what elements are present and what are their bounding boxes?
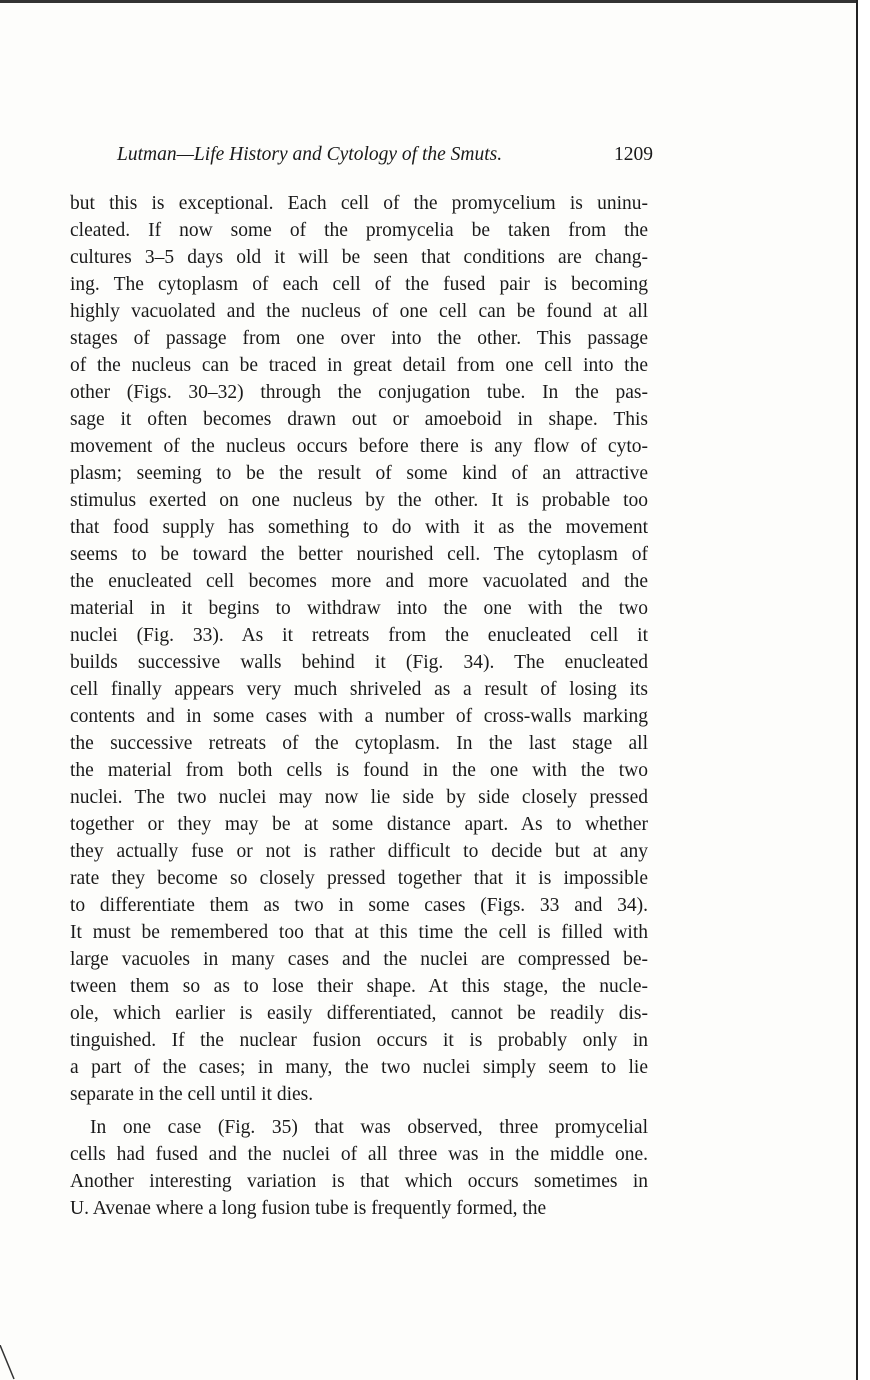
page-corner-mark [0, 1345, 16, 1380]
text-line: tween them so as to lose their shape. At this stage, the nucle- [70, 976, 648, 997]
text-line: cell finally appears very much shriveled as a result of losing its [70, 679, 648, 700]
text-line: plasm; seeming to be the result of some kind of an attractive [70, 463, 648, 484]
text-line: builds successive walls behind it (Fig. 34). The enucleated [70, 652, 648, 673]
text-line: stimulus exerted on one nucleus by the other. It is probable too [70, 490, 648, 511]
paragraph-1 [70, 190, 648, 1108]
text-line: the successive retreats of the cytoplasm. In the last stage all [70, 733, 648, 754]
text-line: ing. The cytoplasm of each cell of the fused pair is becoming [70, 274, 648, 295]
text-line: together or they may be at some distance apart. As to whether [70, 814, 648, 835]
text-line: movement of the nucleus occurs before there is any flow of cyto- [70, 436, 648, 457]
text-line: to differentiate them as two in some cases (Figs. 33 and 34). [70, 895, 648, 916]
text-line: material in it begins to withdraw into the one with the two [70, 598, 648, 619]
text-line: they actually fuse or not is rather difficult to decide but at any [70, 841, 648, 862]
text-line: highly vacuolated and the nucleus of one cell can be found at all [70, 301, 648, 322]
text-line: other (Figs. 30–32) through the conjugation tube. In the pas- [70, 382, 648, 403]
text-line: nuclei (Fig. 33). As it retreats from the enucleated cell it [70, 625, 648, 646]
text-line: the enucleated cell becomes more and more vacuolated and the [70, 571, 648, 592]
text-line: ole, which earlier is easily differentiated, cannot be readily dis- [70, 1003, 648, 1024]
text-line: large vacuoles in many cases and the nuclei are compressed be- [70, 949, 648, 970]
text-line: the material from both cells is found in the one with the two [70, 760, 648, 781]
text-line: It must be remembered too that at this time the cell is filled with [70, 922, 648, 943]
page-number: 1209 [614, 144, 653, 165]
running-header [117, 144, 653, 172]
text-line: a part of the cases; in many, the two nuclei simply seem to lie [70, 1057, 648, 1078]
text-line: seems to be toward the better nourished cell. The cytoplasm of [70, 544, 648, 565]
paragraph-2 [70, 1114, 648, 1222]
text-line: cultures 3–5 days old it will be seen that conditions are chang- [70, 247, 648, 268]
text-line: separate in the cell until it dies. [70, 1084, 314, 1105]
page-right-edge [856, 0, 870, 1380]
running-title: Lutman—Life History and Cytology of the Smuts. [117, 144, 503, 165]
text-line: sage it often becomes drawn out or amoeboid in shape. This [70, 409, 648, 430]
text-line: of the nucleus can be traced in great detail from one cell into the [70, 355, 648, 376]
text-line: tinguished. If the nuclear fusion occurs it is probably only in [70, 1030, 648, 1051]
text-line: cleated. If now some of the promycelia be taken from the [70, 220, 648, 241]
text-line: nuclei. The two nuclei may now lie side by side closely pressed [70, 787, 648, 808]
text-line: but this is exceptional. Each cell of the promycelium is uninu- [70, 193, 648, 214]
text-line: In one case (Fig. 35) that was observed, three promycelial [90, 1117, 648, 1138]
text-line: stages of passage from one over into the other. This passage [70, 328, 648, 349]
text-line: that food supply has something to do with it as the movement [70, 517, 648, 538]
text-line: contents and in some cases with a number of cross-walls marking [70, 706, 648, 727]
text-line: U. Avenae where a long fusion tube is frequently formed, the [70, 1198, 547, 1219]
page-top-edge [0, 0, 856, 3]
text-line: Another interesting variation is that which occurs sometimes in [70, 1171, 648, 1192]
text-line: rate they become so closely pressed together that it is impossible [70, 868, 648, 889]
body-text [70, 190, 648, 1222]
text-line: cells had fused and the nuclei of all three was in the middle one. [70, 1144, 648, 1165]
